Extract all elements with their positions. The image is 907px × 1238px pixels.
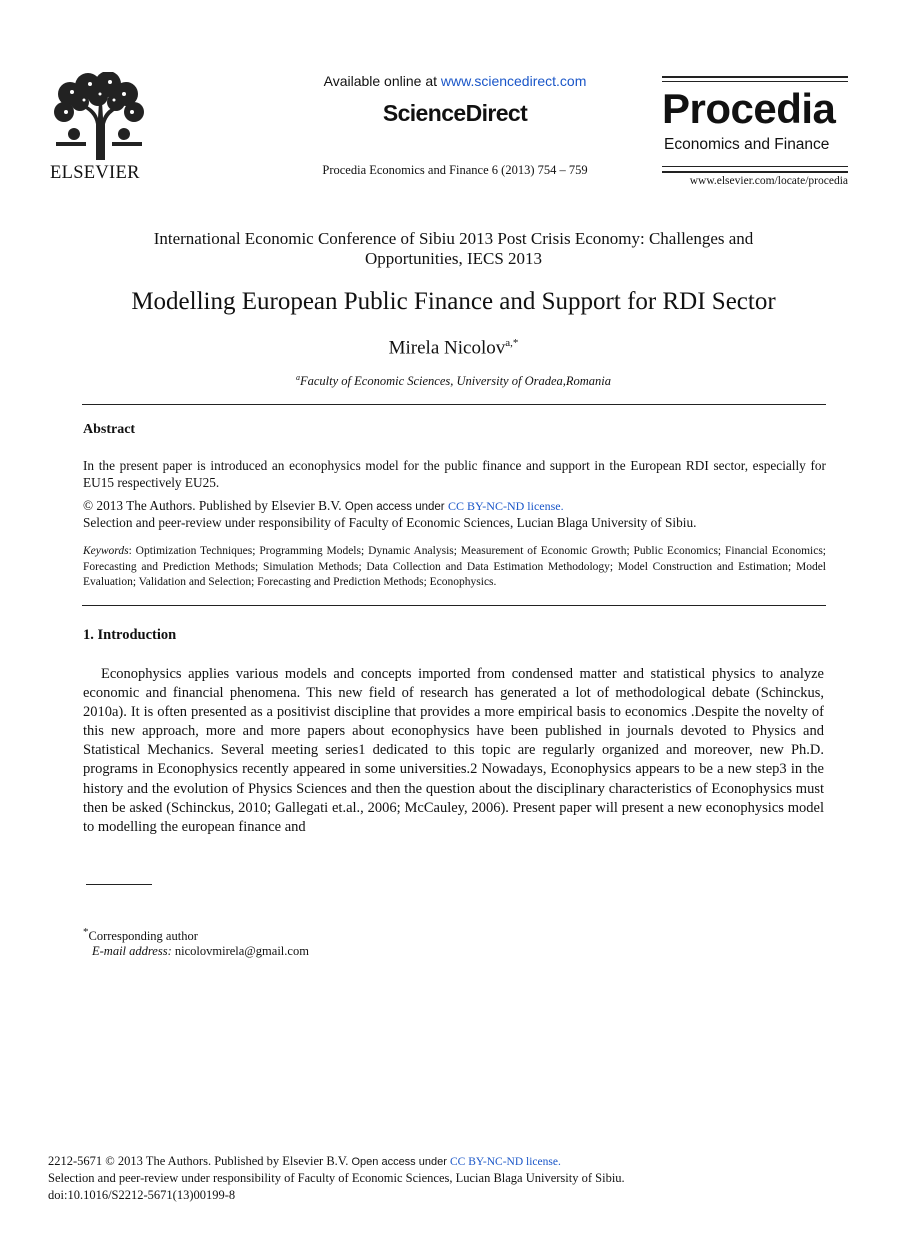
keywords-label: Keywords <box>83 545 129 557</box>
elsevier-wordmark: ELSEVIER <box>50 163 140 183</box>
abstract-bottom-rule <box>82 605 826 606</box>
license-link[interactable]: CC BY-NC-ND license. <box>447 499 564 513</box>
procedia-url[interactable]: www.elsevier.com/locate/procedia <box>689 175 848 187</box>
affiliation <box>150 373 757 389</box>
keywords <box>83 544 826 591</box>
keywords-text: : Optimization Techniques; Programming Models; Dynamic Analysis; Measurement of Economic Growth; Public Economics; Financial Economics; Forecasting and Prediction Methods; Simulation Methods; Data Collection and Data Estimation Methodology; Model Construction and Estimation; Model Evaluation; Validation and Selection; Forecasting and Prediction Methods; Econophysics. <box>83 545 826 589</box>
open-access-text: Open access under <box>344 501 445 513</box>
procedia-title: Procedia <box>662 85 836 132</box>
footnote-rule <box>86 884 152 885</box>
author-line <box>200 337 707 359</box>
procedia-subtitle: Economics and Finance <box>664 136 830 153</box>
footnote-corresponding <box>83 926 198 944</box>
footnote-email <box>92 944 309 959</box>
email-label: E-mail address: <box>92 944 172 958</box>
elsevier-logo <box>50 72 148 183</box>
conference-name: International Economic Conference of Sibiu 2013 Post Crisis Economy: Challenges and Opportunities, IECS 2013 <box>153 229 754 268</box>
elsevier-tree-icon <box>50 72 148 160</box>
email-address[interactable]: nicolovmirela@gmail.com <box>174 944 309 958</box>
footer-line-1 <box>48 1154 561 1169</box>
procedia-top-rule-1 <box>662 76 848 78</box>
available-online <box>200 73 710 89</box>
abstract-top-rule <box>82 404 826 405</box>
footnote-mark: * <box>83 926 89 938</box>
available-prefix: Available online at <box>323 73 441 89</box>
sciencedirect-link[interactable]: www.sciencedirect.com <box>440 73 587 89</box>
abstract-heading: Abstract <box>83 422 136 437</box>
procedia-bottom-rule-2 <box>662 171 848 173</box>
footer-license-link[interactable]: CC BY-NC-ND license. <box>450 1156 561 1168</box>
paper-title: Modelling European Public Finance and Support for RDI Sector <box>131 288 776 315</box>
intro-paragraph: Econophysics applies various models and concepts imported from condensed matter and statistical physics to analyze economic and financial phenomena. This new field of research has generated a lot of methodological debate (Schinckus, 2010a). It is often presented as a positivist discipline that provides a more empirical basis to economics .Despite the novelty of this new approach, more and more papers about econophysics have been published in journals devoted to Physics and Statistical Mechanics. Several meeting series1 dedicated to this topic are regularly organized and moreover, new Ph.D. programs in Econophysics recently appeared in some universities.2 Nowadays, Econophysics appears to be a new step3 in the history and the evolution of Physics Sciences and then the question about the disciplinary characteristics of Econophysics must then be asked (Schinckus, 2010; Gallegati et.al., 2006; McCauley, 2006). Present paper will present a new econophysics model to modelling the european finance and <box>83 666 824 835</box>
footer-doi[interactable]: doi:10.1016/S2212-5671(13)00199-8 <box>48 1188 236 1202</box>
author-name: Mirela Nicolov <box>388 337 506 359</box>
copyright-prefix: © 2013 The Authors. Published by Elsevier B.V. <box>83 498 342 513</box>
abstract-peer-review: Selection and peer-review under responsibility of Faculty of Economic Sciences, Lucian Blaga University of Sibiu. <box>83 515 697 530</box>
abstract-text: In the present paper is introduced an econophysics model for the public finance and support in the European RDI sector, especially for EU15 respectively EU25. <box>83 458 826 490</box>
procedia-top-rule-2 <box>662 81 848 82</box>
affiliation-superscript: a <box>295 373 300 382</box>
sciencedirect-logo: ScienceDirect <box>382 100 528 126</box>
journal-reference: Procedia Economics and Finance 6 (2013) 754 – 759 <box>322 163 588 177</box>
footer-peer-review: Selection and peer-review under responsibility of Faculty of Economic Sciences, Lucian Blaga University of Sibiu. <box>48 1171 625 1185</box>
author-superscript: a,* <box>505 337 519 349</box>
corresponding-author-label: Corresponding author <box>88 929 198 944</box>
footer-copyright: 2212-5671 © 2013 The Authors. Published by Elsevier B.V. <box>48 1154 349 1168</box>
footer-open-access: Open access under <box>351 1156 447 1168</box>
procedia-bottom-rule-1 <box>662 166 848 167</box>
intro-heading: 1. Introduction <box>83 627 177 643</box>
affiliation-text: Faculty of Economic Sciences, University of Oradea,Romania <box>299 374 612 389</box>
